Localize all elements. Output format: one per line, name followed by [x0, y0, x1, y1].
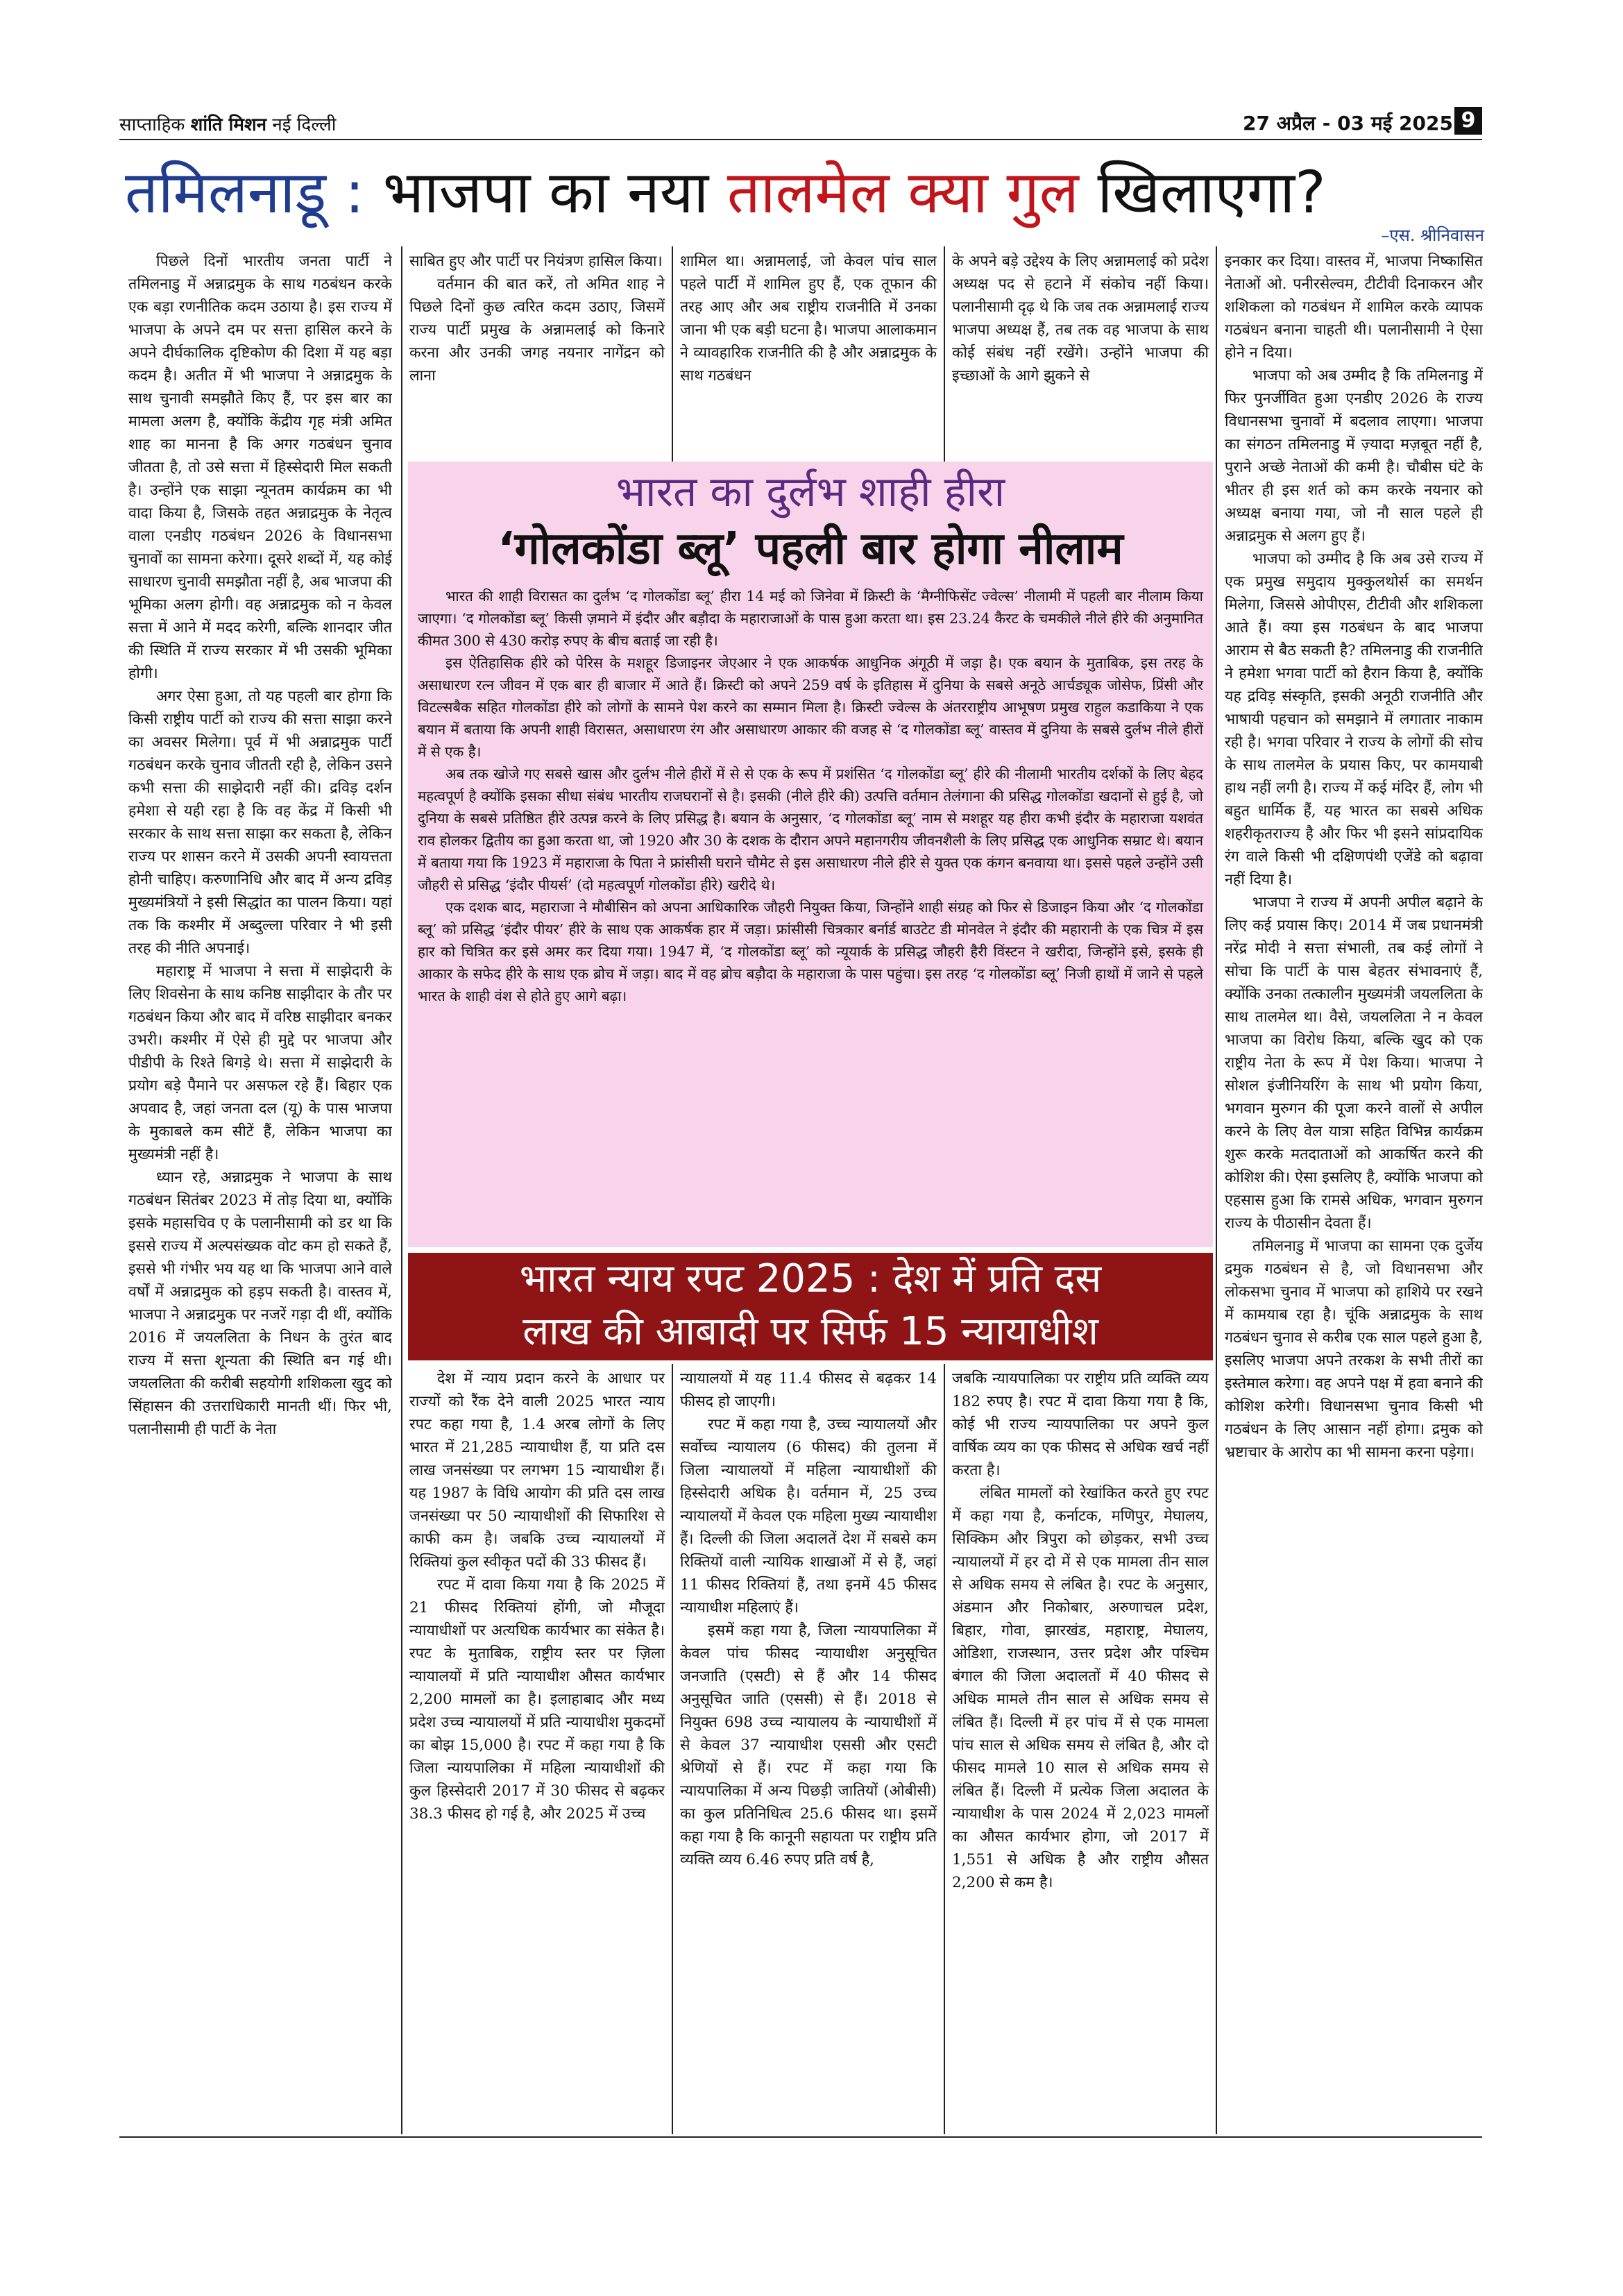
banner-line-1: भारत न्याय रपट 2025 : देश में प्रति दस	[519, 1256, 1102, 1301]
box-body	[408, 578, 1213, 1007]
city: नई दिल्ली	[272, 115, 337, 135]
column-rule	[401, 246, 402, 2134]
report-column-b	[680, 1367, 937, 2134]
column-rule	[672, 246, 673, 462]
box-title: ‘गोलकोंडा ब्लू’ पहली बार होगा नीलाम	[498, 523, 1123, 575]
headline	[125, 154, 1485, 230]
header-rule	[119, 139, 1482, 140]
paragraph: तमिलनाडु में भाजपा का सामना एक दुर्जेय द्रमुक गठबंधन से है, जो विधानसभा और लोकसभा चुनाव में भाजपा को हाशिये पर रखने में कामयाब रहा है। चूंकि अन्नाद्रमुक के साथ गठबंधन चुनाव से करीब एक साल पहले हुआ है, इसलिए भाजपा अपने तरकश के सभी तीरों का इस्तेमाल करेगा। वह अपने पक्ष में हवा बनाने की कोशिश करेगी। विधानसभा चुनाव किसी भी गठबंधन के लिए आसान नहीं होगा। द्रमुक को भ्रष्टाचार के आरोप का भी सामना करना पड़ेगा।	[1225, 1238, 1483, 1461]
paragraph: देश में न्याय प्रदान करने के आधार पर राज्यों को रैंक देने वाली 2025 भारत न्याय रपट कहा गया है, 1.4 अरब लोगों के लिए भारत में 21,285 न्यायाधीश हैं, या प्रति दस लाख जनसंख्या पर लगभग 15 न्यायाधीश हैं। यह 1987 के विधि आयोग की प्रति दस लाख जनसंख्या पर 50 न्यायाधीशों की सिफारिश से काफी कम है। जबकि उच्च न्यायालयों में रिक्तियां कुल स्वीकृत पदों की 33 फीसद हैं।	[409, 1370, 665, 1571]
paragraph: रपट में दावा किया गया है कि 2025 में 21 फीसद रिक्तियां होंगी, जो मौजूदा न्यायाधीशों पर अत्यधिक कार्यभार का संकेत है। रपट के मुताबिक, राष्ट्रीय स्तर पर ज़िला न्यायालयों में प्रति न्यायाधीश औसत कार्यभार 2,200 मामलों का है। इलाहाबाद और मध्य प्रदेश उच्च न्यायालयों में प्रति न्यायाधीश मुकदमों का बोझ 15,000 है। रपट में कहा गया है कि जिला न्यायपालिका में महिला न्यायाधीशों की कुल हिस्सेदारी 2017 में 30 फीसद से बढ़कर 38.3 फीसद हो गई है, और 2025 में उच्च	[409, 1576, 665, 1823]
justice-report-banner	[408, 1253, 1213, 1360]
column-rule	[1216, 246, 1217, 2134]
headline-part3: तालमेल क्या गुल	[726, 158, 1079, 226]
paragraph: भारत की शाही विरासत का दुर्लभ ‘द गोलकोंडा ब्लू’ हीरा 14 मई को जिनेवा में क्रिस्टी के ‘मैग्नीफिसेंट ज्वेल्स’ नीलामी में पहली बार नीलाम किया जाएगा। ‘द गोलकोंडा ब्लू’ किसी ज़माने में इंदौर और बड़ौदा के महाराजाओं के पास हुआ करता था। इस 23.24 कैरट के चमकीले नीले हीरे की अनुमानित कीमत 300 से 430 करोड़ रुपए के बीच बताई जा रही है।	[418, 588, 1203, 649]
paragraph: न्यायालयों में यह 11.4 फीसद से बढ़कर 14 फीसद हो जाएगी।	[680, 1370, 937, 1410]
paragraph: इसमें कहा गया है, जिला न्यायपालिका में केवल पांच फीसद न्यायाधीश अनुसूचित जनजाति (एसटी) से हैं और 14 फीसद अनुसूचित जाति (एससी) से हैं। 2018 से नियुक्त 698 उच्च न्यायालय के न्यायाधीशों में से केवल 37 न्यायाधीश एससी और एसटी श्रेणियों से हैं। रपट में कहा गया कि न्यायपालिका में अन्य पिछड़ी जातियों (ओबीसी) का कुल प्रतिनिधित्व 25.6 फीसद था। इसमें कहा गया है कि कानूनी सहायता पर राष्ट्रीय प्रति व्यक्ति व्यय 6.46 रुपए प्रति वर्ष है,	[680, 1622, 937, 1868]
paragraph: के अपने बड़े उद्देश्य के लिए अन्नामलाई को प्रदेश अध्यक्ष पद से हटाने में संकोच नहीं किया। पलानीसामी दृढ़ थे कि जब तक अन्नामलाई राज्य भाजपा अध्यक्ष हैं, तब तक वह भाजपा के साथ कोई संबंध नहीं रखेंगे। उन्होंने भाजपा की इच्छाओं के आगे झुकने से	[952, 253, 1209, 385]
paragraph: शामिल था। अन्नामलाई, जो केवल पांच साल पहले पार्टी में शामिल हुए हैं, एक तूफान की तरह आए और अब राष्ट्रीय राजनीति में उनका जाना भी एक बड़ी घटना है। भाजपा आलाकमान ने व्यावहारिक राजनीति की है और अन्नाद्रमुक के साथ गठबंधन	[680, 253, 937, 385]
paragraph: रपट में कहा गया है, उच्च न्यायालयों और सर्वोच्च न्यायालय (6 फीसद) की तुलना में जिला न्यायालयों में महिला न्यायाधीशों की हिस्सेदारी अधिक है। वर्तमान में, 25 उच्च न्यायालयों में केवल एक महिला मुख्य न्यायाधीश हैं। दिल्ली की जिला अदालतें देश में सबसे कम रिक्तियों वाली न्यायिक शाखाओं में से हैं, जहां 11 फीसद रिक्तियां हैं, तथा इनमें 45 फीसद न्यायाधीश महिलाएं हैं।	[680, 1416, 937, 1617]
paragraph: भाजपा को अब उम्मीद है कि तमिलनाडु में फिर पुनर्जीवित हुआ एनडीए 2026 के राज्य विधानसभा चुनावों में बदलाव लाएगा। भाजपा का संगठन तमिलनाडु में ज़्यादा मज़बूत नहीं है, पुराने अच्छे नेताओं की कमी है। चौबीस घंटे के भीतर ही इस शर्त को कम करके नयनार को अध्यक्ष बनाया गया, जो नौ साल पहले ही अन्नाद्रमुक से अलग हुए हैं।	[1225, 367, 1483, 545]
paper-name: शांति मिशन	[190, 115, 267, 135]
paper-prefix: साप्ताहिक	[119, 115, 185, 135]
paragraph: पिछले दिनों भारतीय जनता पार्टी ने तमिलनाडु में अन्नाद्रमुक के साथ गठबंधन करके एक बड़ा रणनीतिक कदम उठाया है। इस राज्य में भाजपा के अपने दम पर सत्ता हासिल करने के अपने दीर्घकालिक दृष्टिकोण की दिशा में यह बड़ा कदम है। अतीत में भी भाजपा ने अन्नाद्रमुक के साथ चुनावी समझौते किए हैं, पर इस बार का मामला अलग है, क्योंकि केंद्रीय गृह मंत्री अमित शाह का मानना है कि अगर गठबंधन चुनाव जीतता है, तो उसे सत्ता में हिस्सेदारी मिल सकती है। उन्होंने एक साझा न्यूनतम कार्यक्रम का भी वादा किया है, जिसके तहत अन्नाद्रमुक के नेतृत्व वाला एनडीए गठबंधन 2026 के विधानसभा चुनावों का सामना करेगा। दूसरे शब्दों में, यह कोई साधारण चुनावी समझौता नहीं है, अब भाजपा की भूमिका अलग होगी। वह अन्नाद्रमुक को न केवल सत्ता में आने में मदद करेगी, बल्कि शानदार जीत की स्थिति में राज्य सरकार में भी उसकी भूमिका होगी।	[128, 253, 392, 682]
paragraph: भाजपा ने राज्य में अपनी अपील बढ़ाने के लिए कई प्रयास किए। 2014 में जब प्रधानमंत्री नरेंद्र मोदी ने सत्ता संभाली, तब कई लोगों ने सोचा कि पार्टी के पास बेहतर संभावनाएं हैं, क्योंकि उनका तत्कालीन मुख्यमंत्री जयललिता के साथ तालमेल था। वैसे, जयललिता ने न केवल भाजपा का विरोध किया, बल्कि खुद को एक राष्ट्रीय नेता के रूप में पेश किया। भाजपा ने सोशल इंजीनियरिंग के साथ भी प्रयोग किया, भगवान मुरुगन की पूजा करने वालों से अपील करने के लिए वेल यात्रा सहित विभिन्न कार्यक्रम शुरू करके मतदाताओं को आकर्षित करने की कोशिश की। ऐसा इसलिए है, क्योंकि भाजपा को एहसास हुआ कि रामसे अधिक, भगवान मुरुगन राज्य के पीठासीन देवता हैं।	[1225, 894, 1483, 1232]
column-3	[680, 250, 937, 458]
headline-part1: तमिलनाडू :	[125, 158, 365, 226]
column-5	[1225, 250, 1483, 2134]
paragraph: इनकार कर दिया। वास्तव में, भाजपा निष्कासित नेताओं ओ. पनीरसेल्वम, टीटीवी दिनाकरन और शशिकला को गठबंधन में शामिल करके व्यापक गठबंधन बनाना चाहती थी। पलानीसामी ने ऐसा होने न दिया।	[1225, 253, 1483, 362]
column-4	[952, 250, 1209, 458]
paragraph: इस ऐतिहासिक हीरे को पेरिस के मशहूर डिजाइनर जेएआर ने एक आकर्षक आधुनिक अंगूठी में जड़ा है। एक बयान के मुताबिक, इस तरह के असाधारण रत्न जीवन में एक बार ही बाजार में आते हैं। क्रिस्टी को अपने 259 वर्ष के इतिहास में दुनिया के सबसे अनूठे आर्चड्यूक जोसेफ, प्रिंसी और विटल्सबैक सहित गोलकोंडा हीरे को लोगों के सामने पेश करने का सम्मान मिला है। क्रिस्टी ज्वेल्स के अंतरराष्ट्रीय आभूषण प्रमुख राहुल कडाकिया ने एक बयान में बताया कि अपनी शाही विरासत, असाधारण रंग और असाधारण आकार की वजह से ‘द गोलकोंडा ब्लू’ वास्तव में दुनिया के सबसे दुर्लभ नीले हीरों में से एक है।	[418, 655, 1203, 760]
column-rule	[944, 246, 945, 462]
golconda-blue-box	[408, 462, 1213, 1247]
page-number: 9	[1454, 107, 1482, 135]
column-2	[409, 250, 665, 458]
banner-line-2: लाख की आबादी पर सिर्फ 15 न्यायाधीश	[522, 1309, 1098, 1354]
paragraph: वर्तमान की बात करें, तो अमित शाह ने पिछले दिनों कुछ त्वरित कदम उठाए, जिसमें राज्य पार्टी प्रमुख के अन्नामलाई को किनारे करना और उनकी जगह नयनार नागेंद्रन को लाना	[409, 276, 665, 385]
column-1	[128, 250, 392, 2134]
paragraph: अगर ऐसा हुआ, तो यह पहली बार होगा कि किसी राष्ट्रीय पार्टी को राज्य की सत्ता साझा करने का अवसर मिलेगा। पूर्व में भी अन्नाद्रमुक पार्टी गठबंधन करके चुनाव जीतती रही है, लेकिन उसने कभी सत्ता की साझेदारी नहीं की। द्रविड़ दर्शन हमेशा से यही रहा है कि वह केंद्र में किसी भी सरकार के साथ सत्ता साझा कर सकता है, लेकिन राज्य पर शासन करने में उसकी अपनी स्वायत्तता होनी चाहिए। करुणानिधि और बाद में अन्य द्रविड़ मुख्यमंत्रियों ने इसी सिद्धांत का पालन किया। यहां तक कि कश्मीर में अब्दुल्ला परिवार ने भी इसी तरह की नीति अपनाई।	[128, 688, 392, 957]
column-rule	[944, 1364, 945, 2134]
paragraph: साबित हुए और पार्टी पर नियंत्रण हासिल किया।	[409, 253, 663, 270]
byline: –एस. श्रीनिवासन	[1381, 226, 1484, 245]
paragraph: महाराष्ट्र में भाजपा ने सत्ता में साझेदारी के लिए शिवसेना के साथ कनिष्ठ साझीदार के तौर पर गठबंधन किया और बाद में वरिष्ठ साझीदार बनकर उभरी। कश्मीर में ऐसे ही मुद्दे पर भाजपा और पीडीपी के रिश्ते बिगड़े थे। सत्ता में साझेदारी के प्रयोग बड़े पैमाने पर असफल रहे हैं। बिहार एक अपवाद है, जहां जनता दल (यू) के पास भाजपा के मुकाबले कम सीटें हैं, लेकिन भाजपा का मुख्यमंत्री नहीं है।	[128, 963, 392, 1163]
masthead-left	[119, 111, 336, 136]
paragraph: एक दशक बाद, महाराजा ने मौबीसिन को अपना आधिकारिक जौहरी नियुक्त किया, जिन्होंने शाही संग्रह को फिर से डिजाइन किया और ‘द गोलकोंडा ब्लू’ को प्रसिद्ध ‘इंदौर पीयर’ हीरे के साथ एक आकर्षक हार में जड़ा। फ्रांसीसी चित्रकार बर्नार्ड बाउटेट डी मोनवेल ने इंदौर की महारानी के एक चित्र में इस हार को चित्रित कर इसे अमर कर दिया गया। 1947 में, ‘द गोलकोंडा ब्लू’ को न्यूयार्क के प्रसिद्ध जौहरी हैरी विंस्टन ने खरीदा, जिन्होंने इसे, इसके ही आकार के सफेद हीरे के साथ एक ब्रोच में जड़ा। बाद में वह ब्रोच बड़ौदा के महाराजा के पास पहुंचा। इस तरह ‘द गोलकोंडा ब्लू’ निजी हाथों में जाने से पहले भारत के शाही वंश से होते हुए आगे बढ़ा।	[418, 899, 1203, 1004]
bottom-rule	[119, 2136, 1482, 2138]
report-column-c	[952, 1367, 1209, 2134]
paragraph: भाजपा को उम्मीद है कि अब उसे राज्य में एक प्रमुख समुदाय मुक्कुलथोर्स का समर्थन मिलेगा, जिससे ओपीएस, टीटीवी और शशिकला आते हैं। क्या इस गठबंधन के बाद भाजपा आराम से बैठ सकती है? तमिलनाडु की राजनीति ने हमेशा भगवा पार्टी को हैरान किया है, क्योंकि यह द्रविड़ संस्कृति, इसकी अनूठी राजनीति और भाषायी पहचान को समझाने में लगातार नाकाम रही है। भगवा परिवार ने राज्य के लोगों की सोच के साथ तालमेल के प्रयास किए, पर कामयाबी हाथ नहीं लगी है। राज्य में कई मंदिर हैं, लोग भी बहुत धार्मिक हैं, यह भारत का सबसे अधिक शहरीकृतराज्य है और फिर भी इसने सांप्रदायिक रंग वाले किसी भी दक्षिणपंथी एजेंडे को बढ़ावा नहीं दिया है।	[1225, 550, 1483, 888]
headline-part2: भाजपा का नया	[382, 158, 709, 226]
paragraph: अब तक खोजे गए सबसे खास और दुर्लभ नीले हीरों में से से एक के रूप में प्रशंसित ‘द गोलकोंडा ब्लू’ हीरे की नीलामी भारतीय दर्शकों के लिए बेहद महत्वपूर्ण है क्योंकि इसका सीधा संबंध भारतीय राजघरानों से है। इसकी (नीले हीरे की) उत्पत्ति वर्तमान तेलंगाना की प्रसिद्ध गोलकोंडा खदानों से हुई है, जो दुनिया के सबसे प्रतिष्ठित हीरे उत्पन्न करने के लिए प्रसिद्ध है। बयान के अनुसार, ‘द गोलकोंडा ब्लू’ नाम से मशहूर यह हीरा कभी इंदौर के महाराजा यशवंत राव होलकर द्वितीय का हुआ करता था, जो 1920 और 30 के दशक के दौरान अपने महानगरीय जीवनशैली के लिए प्रसिद्ध एक आधुनिक सम्राट थे। बयान में बताया गया कि 1923 में महाराजा के पिता ने फ्रांसीसी घराने चौमेट से इस असाधारण नीले हीरे से युक्त एक कंगन बनवाया था। इससे पहले उन्होंने उसी जौहरी से प्रसिद्ध ‘इंदौर पीयर्स’ (दो महत्वपूर्ण गोलकोंडा हीरे) खरीदे थे।	[418, 766, 1203, 893]
paragraph: ध्यान रहे, अन्नाद्रमुक ने भाजपा के साथ गठबंधन सितंबर 2023 में तोड़ दिया था, क्योंकि इसके महासचिव ए के पलानीसामी को डर था कि इससे राज्य में अल्पसंख्यक वोट कम हो सकते हैं, इससे भी गंभीर भय यह था कि भाजपा आने वाले वर्षों में अन्नाद्रमुक को हड़प सकती है। वास्तव में, भाजपा ने अन्नाद्रमुक पर नजरें गड़ा दी थीं, क्योंकि 2016 में जयललिता के निधन के तुरंत बाद राज्य में सत्ता शून्यता की स्थिति बन गई थी। जयललिता की करीबी सहयोगी शशिकला खुद को सिंहासन की उत्तराधिकारी मानती थीं। फिर भी, पलानीसामी ही पार्टी के नेता	[128, 1169, 392, 1438]
paragraph: जबकि न्यायपालिका पर राष्ट्रीय प्रति व्यक्ति व्यय 182 रुपए है। रपट में दावा किया गया है कि, कोई भी राज्य न्यायपालिका पर अपने कुल वार्षिक व्यय का एक फीसद से अधिक खर्च नहीं करता है।	[952, 1370, 1209, 1479]
headline-part4: खिलाएगा?	[1097, 158, 1326, 226]
issue-date: 27 अप्रैल - 03 मई 2025	[1242, 112, 1453, 135]
box-kicker: भारत का दुर्लभ शाही हीरा	[615, 468, 1005, 516]
report-column-a	[409, 1367, 665, 2134]
column-rule	[672, 1364, 673, 2134]
paragraph: लंबित मामलों को रेखांकित करते हुए रपट में कहा गया है, कर्नाटक, मणिपुर, मेघालय, सिक्किम और त्रिपुरा को छोड़कर, सभी उच्च न्यायालयों में हर दो में से एक मामला तीन साल से अधिक समय से लंबित है। रपट के अनुसार, अंडमान और निकोबार, अरुणाचल प्रदेश, बिहार, गोवा, झारखंड, महाराष्ट्र, मेघालय, ओडिशा, राजस्थान, उत्तर प्रदेश और पश्चिम बंगाल की जिला अदालतों में 40 फीसद से अधिक मामले तीन साल से अधिक समय से लंबित हैं। दिल्ली में हर पांच में से एक मामला पांच साल से अधिक समय से लंबित है, और दो फीसद मामले 10 साल से अधिक समय से लंबित हैं। दिल्ली में प्रत्येक जिला अदालत के न्यायाधीश के पास 2024 में 2,023 मामलों का औसत कार्यभार होगा, जो 2017 में 1,551 से अधिक है और राष्ट्रीय औसत 2,200 से कम है।	[952, 1485, 1209, 1891]
